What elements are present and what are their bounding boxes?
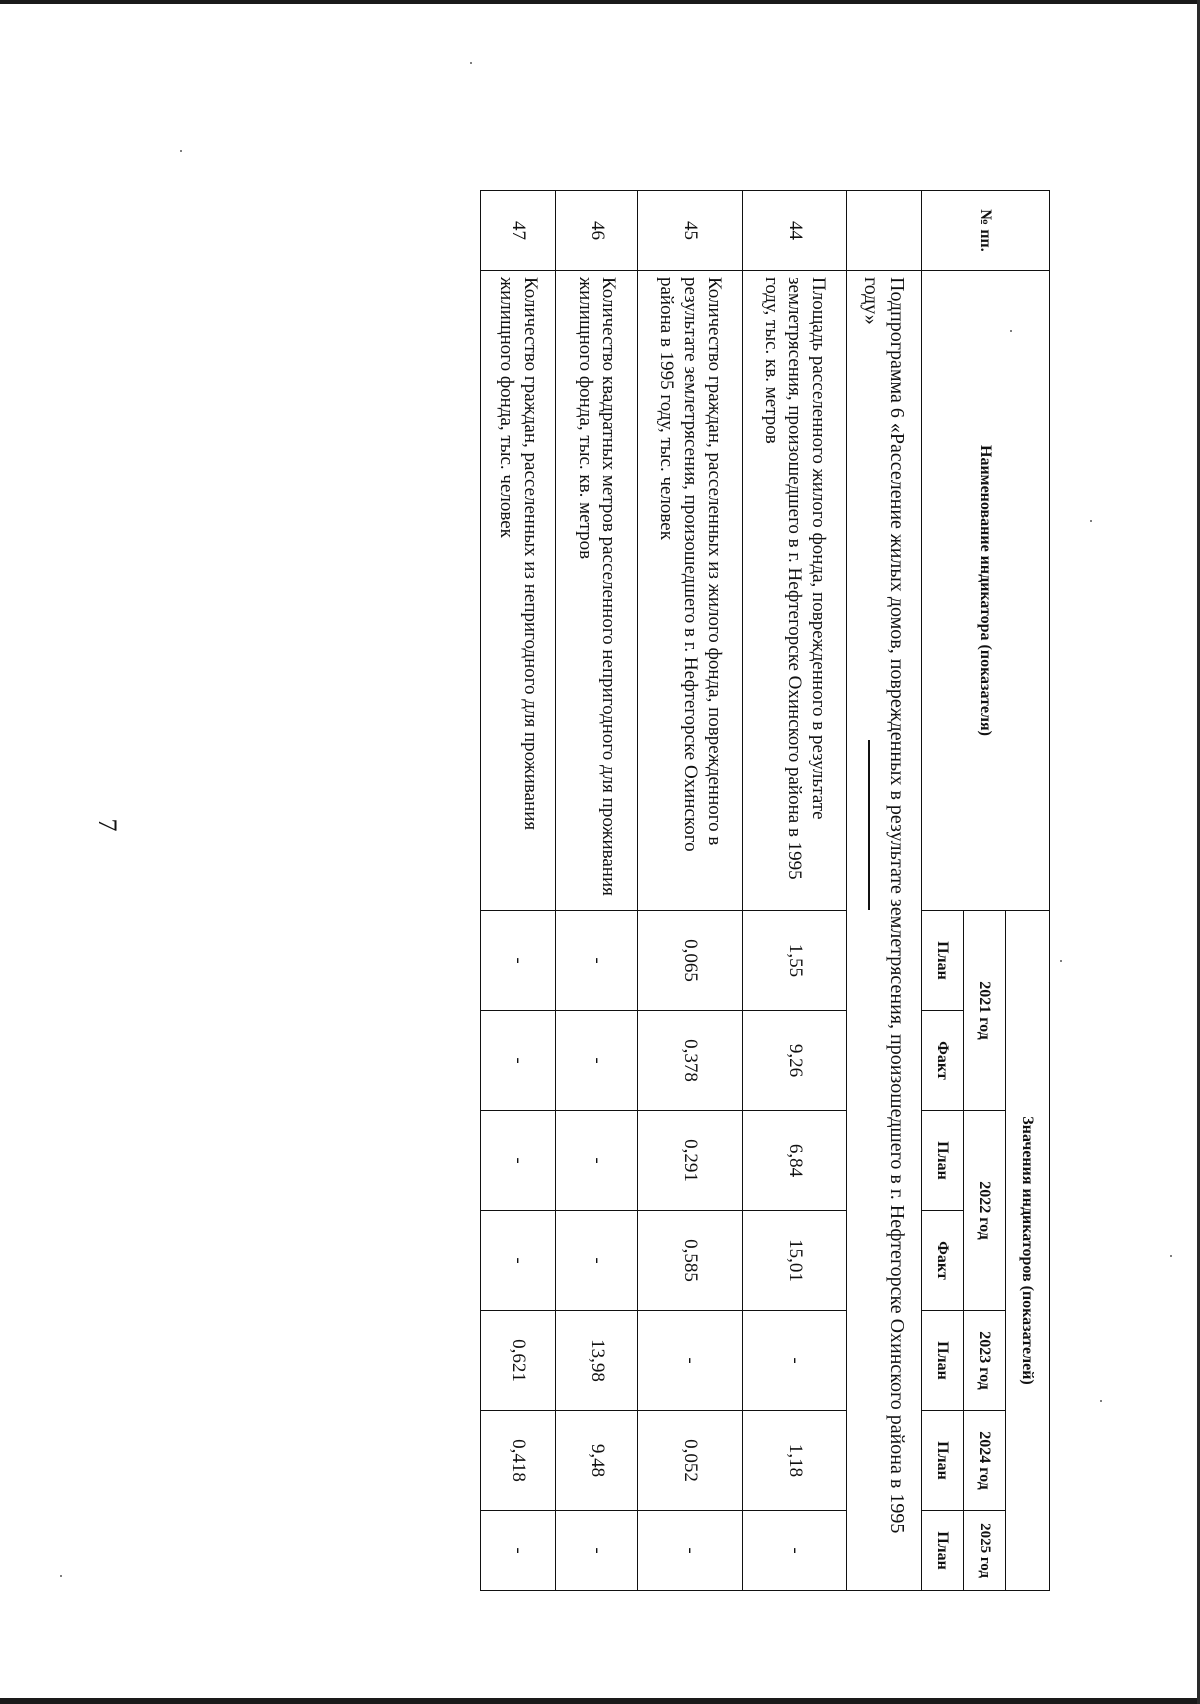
value-plan-2022: - — [481, 1111, 556, 1211]
page-number: 7 — [93, 818, 122, 832]
indicator-table — [480, 190, 1050, 1591]
value-plan-2022: - — [556, 1111, 638, 1211]
value-plan-2023: - — [638, 1311, 743, 1411]
scan-speck — [1100, 1400, 1102, 1402]
value-plan-2022: 0,291 — [638, 1111, 743, 1211]
value-plan-2022: 6,84 — [743, 1111, 846, 1211]
header-2021: 2021 год — [964, 911, 1006, 1111]
scan-speck — [470, 62, 472, 64]
value-plan-2024: 9,48 — [556, 1411, 638, 1511]
indicator-name: Количество граждан, расселенных из непригодного для проживания жилищного фонда, тыс. человек — [481, 271, 556, 911]
value-fact-2021: - — [481, 1011, 556, 1111]
value-plan-2024: 0,052 — [638, 1411, 743, 1511]
value-fact-2022: 15,01 — [743, 1211, 846, 1311]
table-row — [743, 191, 846, 1591]
indicator-name: Количество квадратных метров расселенного непригодного для проживания жилищного фонда, тыс. кв. метров — [556, 271, 638, 911]
value-plan-2025: - — [481, 1511, 556, 1591]
value-plan-2021: 0,065 — [638, 911, 743, 1011]
value-plan-2023: - — [743, 1311, 846, 1411]
row-number: 44 — [743, 191, 846, 271]
header-2022: 2022 год — [964, 1111, 1006, 1311]
row-number: 45 — [638, 191, 743, 271]
subprogram-blank-cell — [846, 191, 921, 271]
value-fact-2021: 0,378 — [638, 1011, 743, 1111]
header-plan-2025: План — [922, 1511, 964, 1591]
indicator-table-rotated — [480, 190, 1050, 1590]
header-fact-2021: Факт — [922, 1011, 964, 1111]
header-values-group: Значения индикаторов (показателей) — [1006, 911, 1050, 1591]
value-plan-2024: 1,18 — [743, 1411, 846, 1511]
value-fact-2022: - — [556, 1211, 638, 1311]
value-fact-2021: 9,26 — [743, 1011, 846, 1111]
scan-speck — [1060, 960, 1062, 962]
value-fact-2021: - — [556, 1011, 638, 1111]
header-plan-2021: План — [922, 911, 964, 1011]
scan-speck — [1170, 1255, 1172, 1257]
header-2025: 2025 год — [964, 1511, 1006, 1591]
table-row — [481, 191, 556, 1591]
value-plan-2025: - — [743, 1511, 846, 1591]
scan-edge-top — [0, 0, 1200, 4]
value-plan-2023: 0,621 — [481, 1311, 556, 1411]
value-plan-2021: - — [481, 911, 556, 1011]
header-2024: 2024 год — [964, 1411, 1006, 1511]
value-fact-2022: - — [481, 1211, 556, 1311]
header-plan-2022: План — [922, 1111, 964, 1211]
scan-speck — [180, 150, 182, 152]
scan-edge-bottom — [0, 1698, 1200, 1704]
header-2023: 2023 год — [964, 1311, 1006, 1411]
value-plan-2025: - — [556, 1511, 638, 1591]
row-number: 47 — [481, 191, 556, 271]
subprogram-title: Подпрограмма 6 «Расселение жилых домов, поврежденных в результате землетрясения, произошедшего в г. Нефтегорске Охинского района в 1995 году» — [846, 271, 921, 1591]
scan-speck — [1090, 520, 1092, 522]
header-fact-2022: Факт — [922, 1211, 964, 1311]
header-num: № пп. — [922, 191, 1050, 271]
value-plan-2025: - — [638, 1511, 743, 1591]
table-row — [638, 191, 743, 1591]
value-fact-2022: 0,585 — [638, 1211, 743, 1311]
row-number: 46 — [556, 191, 638, 271]
value-plan-2023: 13,98 — [556, 1311, 638, 1411]
header-plan-2024: План — [922, 1411, 964, 1511]
header-name: Наименование индикатора (показателя) — [922, 271, 1050, 911]
value-plan-2021: 1,55 — [743, 911, 846, 1011]
indicator-name: Площадь расселенного жилого фонда, поврежденного в результате землетрясения, произошедшего в г. Нефтегорске Охинского района в 1995 году, тыс. кв. метров — [743, 271, 846, 911]
scan-speck — [60, 1575, 62, 1577]
value-plan-2021: - — [556, 911, 638, 1011]
header-plan-2023: План — [922, 1311, 964, 1411]
indicator-name: Количество граждан, расселенных из жилого фонда, поврежденного в результате землетрясения, произошедшего в г. Нефтегорске Охинского района в 1995 году, тыс. человек — [638, 271, 743, 911]
table-row — [556, 191, 638, 1591]
value-plan-2024: 0,418 — [481, 1411, 556, 1511]
